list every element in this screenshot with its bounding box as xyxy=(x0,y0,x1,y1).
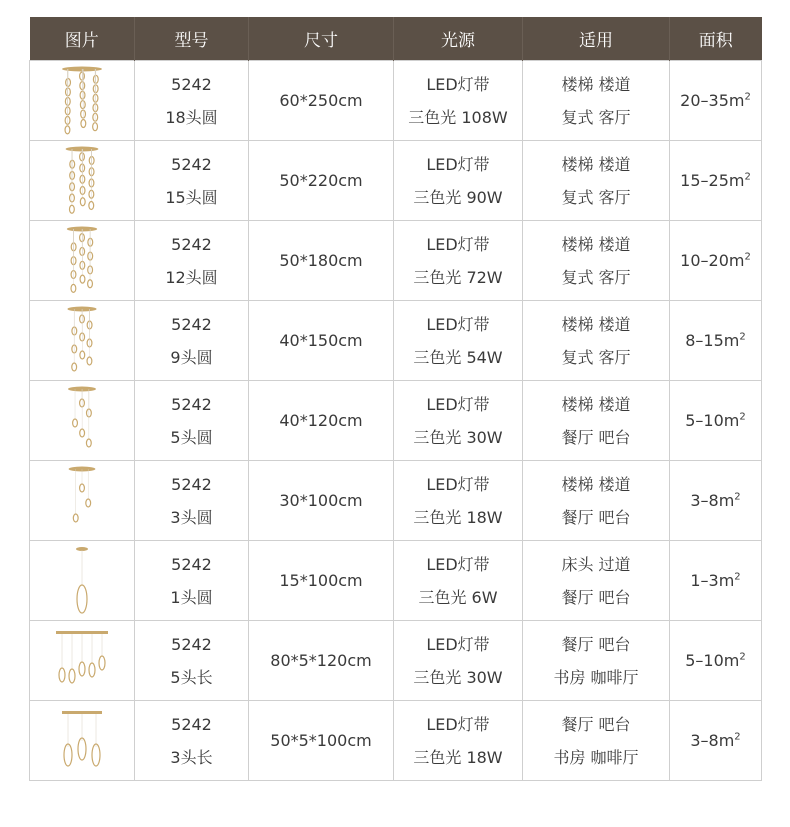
table-row xyxy=(30,301,762,381)
usage-line-1: 楼梯 楼道 xyxy=(561,74,631,94)
area-cell xyxy=(670,221,762,301)
product-image-cell xyxy=(30,381,135,461)
usage-line-1: 楼梯 楼道 xyxy=(561,154,631,174)
chandelier-round-15-icon xyxy=(52,145,112,217)
chandelier-round-9-icon xyxy=(52,305,112,377)
size-value: 50*180cm xyxy=(279,251,363,270)
model-variant: 3头圆 xyxy=(170,507,213,527)
chandelier-round-18-icon xyxy=(52,65,112,137)
usage-line-2: 复式 客厅 xyxy=(561,187,631,207)
light-source-cell xyxy=(394,461,523,541)
light-power: 三色光 54W xyxy=(413,347,503,367)
product-image-cell xyxy=(30,701,135,781)
light-power: 三色光 90W xyxy=(413,187,503,207)
model-variant: 3头长 xyxy=(170,747,213,767)
chandelier-round-12-icon xyxy=(52,225,112,297)
model-cell xyxy=(135,701,249,781)
area-value: 15–25m xyxy=(680,171,745,190)
usage-cell xyxy=(523,701,670,781)
model-variant: 18头圆 xyxy=(165,107,218,127)
header-area: 面积 xyxy=(670,17,762,61)
usage-line-1: 楼梯 楼道 xyxy=(561,234,631,254)
light-source-cell xyxy=(394,701,523,781)
product-image-cell xyxy=(30,461,135,541)
light-power: 三色光 18W xyxy=(413,507,503,527)
model-cell xyxy=(135,461,249,541)
model-variant: 15头圆 xyxy=(165,187,218,207)
light-source-cell xyxy=(394,381,523,461)
model-cell xyxy=(135,621,249,701)
table-row xyxy=(30,701,762,781)
header-model: 型号 xyxy=(135,17,249,61)
chandelier-round-3-icon xyxy=(52,465,112,537)
size-cell xyxy=(249,701,394,781)
area-value: 10–20m xyxy=(680,251,745,270)
usage-line-1: 床头 过道 xyxy=(561,554,631,574)
usage-cell xyxy=(523,141,670,221)
light-power: 三色光 108W xyxy=(408,107,508,127)
light-source-cell xyxy=(394,221,523,301)
size-value: 40*150cm xyxy=(279,331,363,350)
light-source-cell xyxy=(394,301,523,381)
size-value: 50*220cm xyxy=(279,171,363,190)
product-image-cell xyxy=(30,61,135,141)
area-cell xyxy=(670,701,762,781)
product-image-cell xyxy=(30,301,135,381)
light-type: LED灯带 xyxy=(426,394,490,414)
area-cell xyxy=(670,461,762,541)
usage-cell xyxy=(523,221,670,301)
area-cell xyxy=(670,621,762,701)
table-header-row xyxy=(30,17,762,61)
usage-line-2: 复式 客厅 xyxy=(561,107,631,127)
table-row xyxy=(30,221,762,301)
table-row xyxy=(30,621,762,701)
model-variant: 9头圆 xyxy=(170,347,213,367)
size-value: 40*120cm xyxy=(279,411,363,430)
usage-line-2: 餐厅 吧台 xyxy=(561,427,631,447)
usage-cell xyxy=(523,61,670,141)
light-power: 三色光 30W xyxy=(413,667,503,687)
model-number: 5242 xyxy=(171,234,212,254)
light-power: 三色光 6W xyxy=(418,587,498,607)
light-power: 三色光 72W xyxy=(413,267,503,287)
model-cell xyxy=(135,301,249,381)
model-variant: 12头圆 xyxy=(165,267,218,287)
pendant-linear-5-icon xyxy=(52,625,112,697)
size-cell xyxy=(249,141,394,221)
light-type: LED灯带 xyxy=(426,714,490,734)
model-number: 5242 xyxy=(171,554,212,574)
area-unit-superscript: 2 xyxy=(739,331,746,343)
area-cell xyxy=(670,61,762,141)
light-type: LED灯带 xyxy=(426,74,490,94)
area-unit-superscript: 2 xyxy=(744,91,751,103)
light-power: 三色光 18W xyxy=(413,747,503,767)
light-source-cell xyxy=(394,61,523,141)
size-value: 60*250cm xyxy=(279,91,363,110)
light-type: LED灯带 xyxy=(426,474,490,494)
area-value: 3–8m xyxy=(690,731,735,750)
usage-line-1: 楼梯 楼道 xyxy=(561,394,631,414)
size-cell xyxy=(249,301,394,381)
table-row xyxy=(30,141,762,221)
product-image-cell xyxy=(30,541,135,621)
model-number: 5242 xyxy=(171,634,212,654)
usage-line-1: 餐厅 吧台 xyxy=(561,714,631,734)
product-spec-table xyxy=(29,17,762,781)
area-value: 3–8m xyxy=(690,491,735,510)
area-cell xyxy=(670,141,762,221)
size-cell xyxy=(249,621,394,701)
spec-table-container xyxy=(29,17,761,781)
header-image: 图片 xyxy=(30,17,135,61)
model-number: 5242 xyxy=(171,714,212,734)
pendant-linear-3-icon xyxy=(52,705,112,777)
usage-line-2: 书房 咖啡厅 xyxy=(553,667,639,687)
area-value: 20–35m xyxy=(680,91,745,110)
area-cell xyxy=(670,301,762,381)
header-light-source: 光源 xyxy=(394,17,523,61)
usage-line-2: 餐厅 吧台 xyxy=(561,507,631,527)
light-source-cell xyxy=(394,621,523,701)
size-cell xyxy=(249,61,394,141)
chandelier-round-5-icon xyxy=(52,385,112,457)
model-cell xyxy=(135,381,249,461)
model-cell xyxy=(135,541,249,621)
area-value: 1–3m xyxy=(690,571,735,590)
area-unit-superscript: 2 xyxy=(734,731,741,743)
size-value: 80*5*120cm xyxy=(270,651,372,670)
model-number: 5242 xyxy=(171,74,212,94)
usage-cell xyxy=(523,381,670,461)
model-number: 5242 xyxy=(171,394,212,414)
usage-cell xyxy=(523,541,670,621)
model-cell xyxy=(135,221,249,301)
size-cell xyxy=(249,381,394,461)
size-value: 50*5*100cm xyxy=(270,731,372,750)
product-image-cell xyxy=(30,141,135,221)
product-image-cell xyxy=(30,221,135,301)
model-variant: 5头长 xyxy=(170,667,213,687)
light-type: LED灯带 xyxy=(426,154,490,174)
table-row xyxy=(30,461,762,541)
area-value: 8–15m xyxy=(685,331,740,350)
model-variant: 5头圆 xyxy=(170,427,213,447)
area-unit-superscript: 2 xyxy=(734,571,741,583)
usage-line-1: 楼梯 楼道 xyxy=(561,474,631,494)
size-value: 15*100cm xyxy=(279,571,363,590)
model-number: 5242 xyxy=(171,314,212,334)
size-value: 30*100cm xyxy=(279,491,363,510)
light-type: LED灯带 xyxy=(426,554,490,574)
size-cell xyxy=(249,541,394,621)
usage-line-1: 楼梯 楼道 xyxy=(561,314,631,334)
light-type: LED灯带 xyxy=(426,634,490,654)
usage-cell xyxy=(523,301,670,381)
area-unit-superscript: 2 xyxy=(744,251,751,263)
light-source-cell xyxy=(394,541,523,621)
area-cell xyxy=(670,381,762,461)
usage-cell xyxy=(523,621,670,701)
area-value: 5–10m xyxy=(685,651,740,670)
area-unit-superscript: 2 xyxy=(739,411,746,423)
pendant-single-icon xyxy=(52,545,112,617)
product-image-cell xyxy=(30,621,135,701)
usage-cell xyxy=(523,461,670,541)
model-cell xyxy=(135,61,249,141)
usage-line-1: 餐厅 吧台 xyxy=(561,634,631,654)
light-type: LED灯带 xyxy=(426,314,490,334)
usage-line-2: 复式 客厅 xyxy=(561,347,631,367)
light-power: 三色光 30W xyxy=(413,427,503,447)
light-type: LED灯带 xyxy=(426,234,490,254)
model-variant: 1头圆 xyxy=(170,587,213,607)
area-value: 5–10m xyxy=(685,411,740,430)
light-source-cell xyxy=(394,141,523,221)
usage-line-2: 餐厅 吧台 xyxy=(561,587,631,607)
usage-line-2: 复式 客厅 xyxy=(561,267,631,287)
model-number: 5242 xyxy=(171,154,212,174)
model-cell xyxy=(135,141,249,221)
area-unit-superscript: 2 xyxy=(734,491,741,503)
header-usage: 适用 xyxy=(523,17,670,61)
table-row xyxy=(30,381,762,461)
size-cell xyxy=(249,461,394,541)
area-unit-superscript: 2 xyxy=(739,651,746,663)
model-number: 5242 xyxy=(171,474,212,494)
usage-line-2: 书房 咖啡厅 xyxy=(553,747,639,767)
area-cell xyxy=(670,541,762,621)
size-cell xyxy=(249,221,394,301)
table-row xyxy=(30,61,762,141)
area-unit-superscript: 2 xyxy=(744,171,751,183)
header-size: 尺寸 xyxy=(249,17,394,61)
table-row xyxy=(30,541,762,621)
